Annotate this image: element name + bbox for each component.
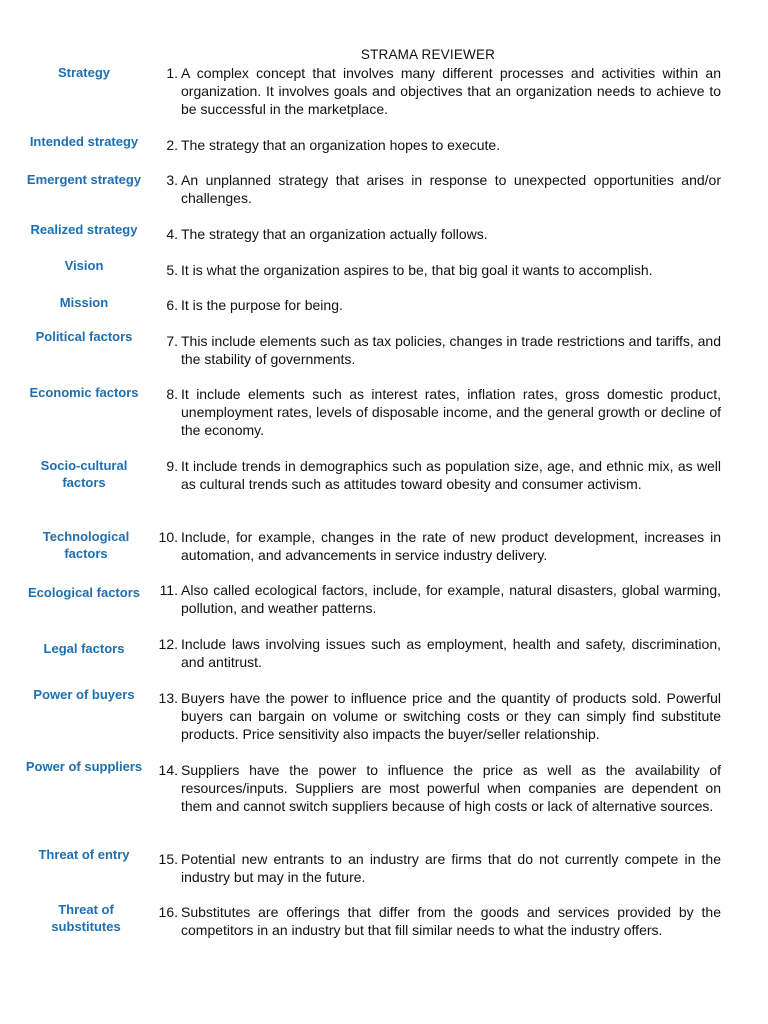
definition: It is what the organization aspires to be, that big goal it wants to accomplish. (181, 262, 653, 278)
definition: It is the purpose for being. (181, 297, 343, 313)
definition: Include, for example, changes in the rate of new product development, increases in automation, and advancements in service industry delivery. (181, 529, 721, 563)
definition: It include elements such as interest rates, inflation rates, gross domestic product, unemployment rates, levels of disposable income, and the general growth or decline of the economy. (181, 386, 721, 438)
definition: It include trends in demographics such as population size, age, and ethnic mix, as well as cultural trends such as attitudes toward obesity and consumer activism. (181, 458, 721, 492)
item-number: 12. (158, 636, 178, 652)
term: Power of buyers (33, 687, 135, 702)
item-number: 15. (158, 851, 178, 867)
item-number: 6. (166, 297, 178, 313)
definition: Suppliers have the power to influence the price as well as the availability of resources/inputs. Suppliers are most powerful when companies are dependent on them and cannot switch suppliers because of high costs or lack of alternative sources. (181, 762, 721, 814)
item-number: 1. (166, 65, 178, 81)
term: Intended strategy (29, 134, 139, 149)
term: Ecological factors (28, 585, 140, 600)
definition: Substitutes are offerings that differ from the goods and services provided by the competitors in an industry but that fill similar needs to what the industry offers. (181, 904, 721, 938)
term: Threat of entry (38, 847, 130, 862)
item-number: 16. (158, 904, 178, 920)
term: Legal factors (43, 641, 125, 656)
term: Strategy (57, 65, 111, 80)
definition: An unplanned strategy that arises in response to unexpected opportunities and/or challenges. (181, 172, 721, 206)
definition: Potential new entrants to an industry are firms that do not currently compete in the industry but may in the future. (181, 851, 721, 885)
definition: Buyers have the power to influence price and the quantity of products sold. Powerful buyers can bargain on volume or switching costs or they can simply find substitute products. Price sensitivity also impacts the buyer/seller relationship. (181, 690, 721, 742)
term: Realized strategy (30, 222, 138, 237)
term: Vision (64, 258, 104, 273)
item-number: 7. (166, 333, 178, 349)
item-number: 2. (166, 137, 178, 153)
definition: Include laws involving issues such as employment, health and safety, discrimination, and antitrust. (181, 636, 721, 670)
term: Threat of substitutes (51, 902, 121, 934)
item-number: 11. (159, 582, 178, 598)
definition: The strategy that an organization hopes to execute. (181, 137, 501, 153)
term: Economic factors (29, 385, 139, 400)
term: Emergent strategy (26, 172, 142, 187)
item-number: 8. (166, 386, 178, 402)
item-number: 9. (166, 458, 178, 474)
item-number: 14. (158, 762, 178, 778)
item-number: 10. (158, 529, 178, 545)
term: Technological factors (42, 529, 130, 561)
term: Mission (59, 295, 109, 310)
item-number: 13. (158, 690, 178, 706)
definition: This include elements such as tax policies, changes in trade restrictions and tariffs, and the stability of governments. (181, 333, 721, 367)
definition: A complex concept that involves many different processes and activities within an organization. It involves goals and objectives that an organization needs to achieve to be successful in the marketplace. (181, 65, 721, 117)
definition: The strategy that an organization actually follows. (181, 226, 488, 242)
item-number: 4. (166, 226, 178, 242)
term: Political factors (35, 329, 133, 344)
term: Socio-cultural factors (40, 458, 128, 490)
item-number: 3. (166, 172, 178, 188)
term: Power of suppliers (25, 759, 143, 774)
item-number: 5. (166, 262, 178, 278)
definition: Also called ecological factors, include, for example, natural disasters, global warming, pollution, and weather patterns. (181, 582, 721, 616)
page-title: STRAMA REVIEWER (360, 47, 496, 62)
